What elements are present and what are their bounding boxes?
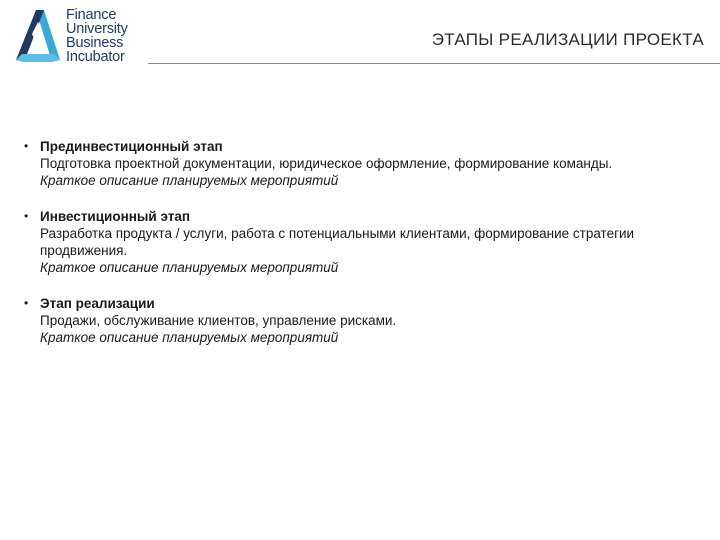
list-item [24, 138, 684, 189]
stage-title: Прединвестиционный этап [40, 139, 223, 154]
logo-line: Finance [66, 7, 117, 23]
stage-note: Краткое описание планируемых мероприятий [40, 260, 339, 275]
page-title: ЭТАПЫ РЕАЛИЗАЦИИ ПРОЕКТА [431, 30, 704, 49]
finance-university-business-incubator-logo [14, 4, 154, 66]
header-divider [148, 63, 720, 64]
bullet-icon: • [24, 139, 29, 153]
logo-line: Business [66, 35, 124, 51]
stage-description: Продажи, обслуживание клиентов, управление рисками. [40, 313, 397, 328]
stage-list [24, 138, 684, 365]
logo-line: University [66, 21, 128, 37]
bullet-icon: • [24, 209, 29, 223]
triangle-logo-icon [14, 8, 62, 64]
stage-note: Краткое описание планируемых мероприятий [40, 173, 339, 188]
stage-description: Разработка продукта / услуги, работа с потенциальными клиентами, формирование стратегии продвижения. [40, 226, 635, 258]
logo-line: Incubator [66, 49, 125, 65]
slide-header [0, 0, 720, 68]
logo-wordmark [66, 8, 128, 64]
stage-note: Краткое описание планируемых мероприятий [40, 330, 339, 345]
stage-description: Подготовка проектной документации, юридическое оформление, формирование команды. [40, 156, 613, 171]
list-item [24, 208, 684, 276]
stage-title: Инвестиционный этап [40, 209, 191, 224]
list-item [24, 295, 684, 346]
stage-title: Этап реализации [40, 296, 155, 311]
bullet-icon: • [24, 296, 29, 310]
